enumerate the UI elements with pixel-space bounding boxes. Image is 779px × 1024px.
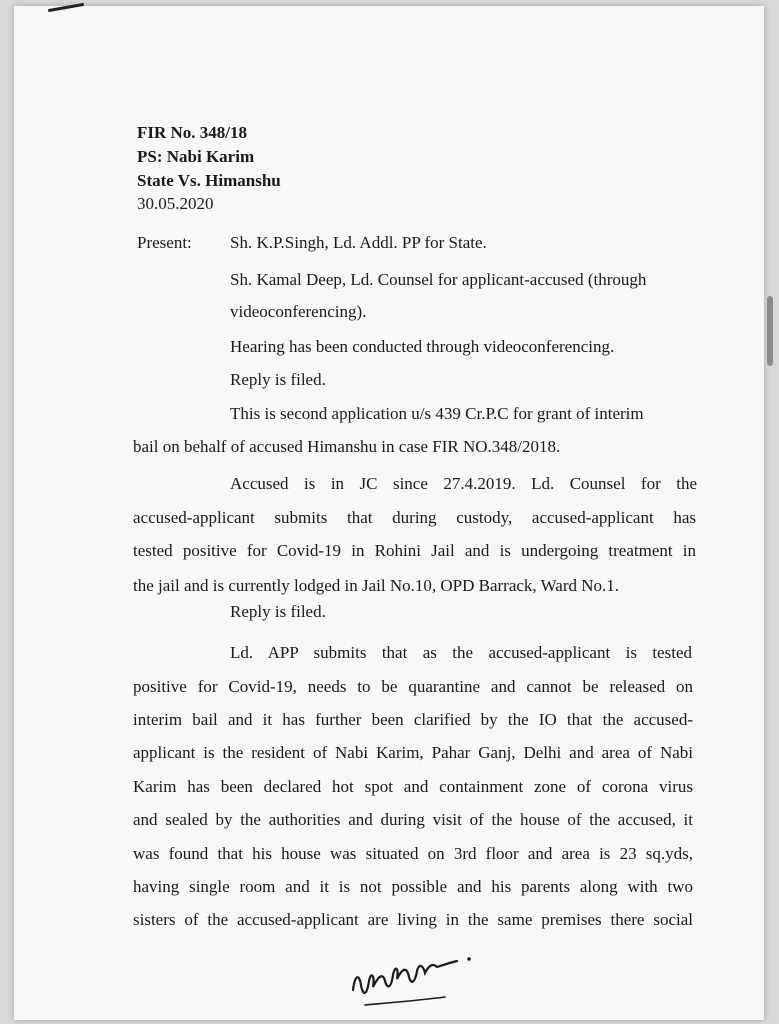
text-line: Accused is in JC since 27.4.2019. Ld. Counsel for the	[230, 474, 697, 493]
text-line: Reply is filed.	[230, 370, 326, 389]
text-line: applicant is the resident of Nabi Karim, Pahar Ganj, Delhi and area of Nabi	[133, 743, 693, 762]
case-title: State Vs. Himanshu	[137, 171, 281, 190]
text-line: and sealed by the authorities and during visit of the house of the accused, it	[133, 810, 693, 829]
signature	[345, 945, 485, 1015]
text-line: Reply is filed.	[230, 602, 326, 621]
text-line: This is second application u/s 439 Cr.P.C for grant of interim	[230, 404, 644, 423]
police-station: PS: Nabi Karim	[137, 147, 255, 166]
text-line: Sh. K.P.Singh, Ld. Addl. PP for State.	[230, 233, 487, 252]
text-line: was found that his house was situated on 3rd floor and area is 23 sq.yds,	[133, 844, 693, 863]
text-line: Ld. APP submits that as the accused-applicant is tested	[230, 643, 692, 662]
text-line: Hearing has been conducted through videoconferencing.	[230, 337, 615, 356]
text-line: tested positive for Covid-19 in Rohini Jail and is undergoing treatment in	[133, 541, 696, 560]
text-line: sisters of the accused-applicant are living in the same premises there social	[133, 910, 693, 929]
order-date: 30.05.2020	[137, 194, 214, 213]
present-label: Present:	[137, 233, 192, 252]
text-line: having single room and it is not possible and his parents along with two	[133, 877, 693, 896]
text-line: the jail and is currently lodged in Jail No.10, OPD Barrack, Ward No.1.	[133, 576, 620, 595]
fir-number: FIR No. 348/18	[137, 123, 248, 142]
text-line: bail on behalf of accused Himanshu in case FIR NO.348/2018.	[133, 437, 561, 456]
text-line: interim bail and it has further been clarified by the IO that the accused-	[133, 710, 693, 729]
text-line: videoconferencing).	[230, 302, 367, 321]
text-line: Karim has been declared hot spot and containment zone of corona virus	[133, 777, 693, 796]
text-line: accused-applicant submits that during custody, accused-applicant has	[133, 508, 696, 527]
text-line: positive for Covid-19, needs to be quarantine and cannot be released on	[133, 677, 693, 696]
text-line: Sh. Kamal Deep, Ld. Counsel for applicant-accused (through	[230, 270, 647, 289]
